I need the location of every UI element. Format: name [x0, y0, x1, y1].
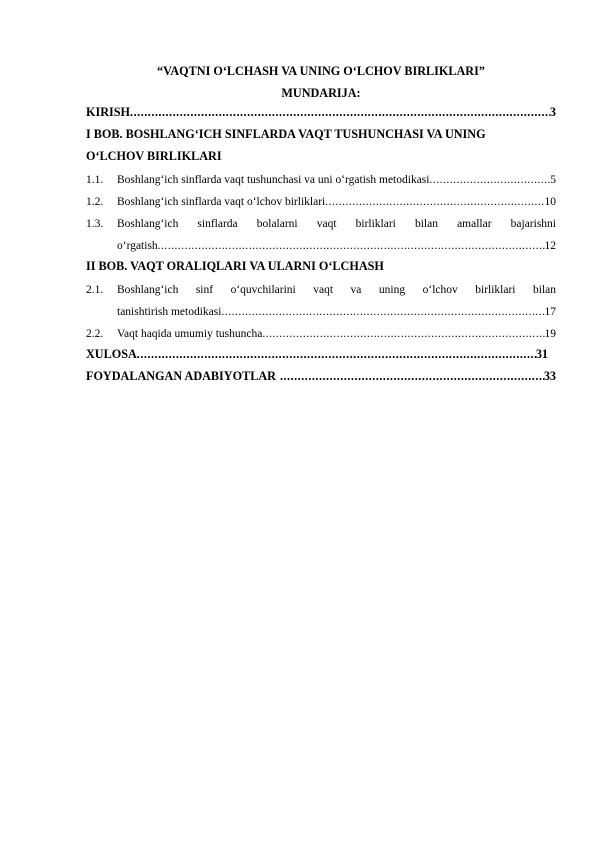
toc-entry-conclusion [86, 344, 548, 362]
toc-entry-text: KIRISH [86, 105, 131, 119]
toc-entry-text: FOYDALANGAN ADABIYOTLAR [86, 369, 276, 383]
toc-page-number: 10 [544, 196, 556, 208]
toc-page-number: 33 [543, 369, 556, 383]
toc-section-number: 2.2. [86, 328, 104, 340]
toc-leader-dots [130, 105, 550, 120]
toc-entry-text: Boshlang‘ich sinf o‘quvchilarini vaqt va uning o‘lchov birliklari bilan [117, 284, 556, 296]
toc-entry-1-3-continued [86, 234, 556, 252]
toc-entry-1-3 [86, 212, 556, 230]
toc-leader-dots [276, 369, 544, 384]
toc-entry-text: XULOSA [86, 347, 137, 361]
toc-leader-dots [429, 174, 550, 186]
toc-page-number: 5 [550, 174, 556, 186]
toc-entry-2-2 [86, 322, 556, 340]
toc-leader-dots [262, 328, 544, 340]
toc-chapter-1-continued [86, 146, 556, 164]
toc-page-number: 31 [535, 347, 548, 361]
toc-leader-dots [137, 347, 536, 362]
toc-section-number: 2.1. [86, 284, 104, 296]
toc-chapter-1 [86, 124, 556, 142]
toc-entry-text: Vaqt haqida umumiy tushuncha [117, 328, 263, 340]
toc-entry-2-1-continued [86, 300, 556, 318]
toc-entry-references [86, 366, 556, 384]
toc-entry-text: tanishtirish metodikasi [117, 306, 222, 318]
toc-entry-1-2 [86, 190, 556, 208]
toc-leader-dots [221, 306, 544, 318]
toc-page-number: 3 [549, 105, 556, 119]
toc-leader-dots [325, 196, 544, 208]
toc-page-number: 17 [544, 306, 556, 318]
toc-entry-text: Boshlang‘ich sinflarda bolalarni vaqt birliklari bilan amallar bajarishni [117, 218, 556, 230]
toc-chapter-2 [86, 256, 556, 274]
toc-entry-1-1 [86, 168, 556, 186]
toc-entry-text: II BOB. VAQT ORALIQLARI VA ULARNI O‘LCHASH [86, 259, 384, 273]
toc-section-number: 1.2. [86, 196, 104, 208]
toc-entry-2-1 [86, 278, 556, 296]
toc-entry-text: Boshlang‘ich sinflarda vaqt tushunchasi va uni o‘rgatish metodikasi [117, 174, 430, 186]
toc-page-number: 19 [544, 328, 556, 340]
toc-entry-intro [86, 102, 556, 120]
contents-heading: MUNDARIJA: [281, 86, 361, 100]
toc-entry-text: I BOB. BOSHLANG‘ICH SINFLARDA VAQT TUSHUNCHASI VA UNING [86, 127, 486, 141]
toc-entry-text: Boshlang‘ich sinflarda vaqt o‘lchov birliklari [117, 196, 326, 208]
toc-page-number: 12 [544, 240, 556, 252]
toc-section-number: 1.3. [86, 218, 104, 230]
toc-leader-dots [158, 240, 545, 252]
toc-section-number: 1.1. [86, 174, 104, 186]
toc-entry-text: O‘LCHOV BIRLIKLARI [86, 149, 222, 163]
document-title: “VAQTNI O‘LCHASH VA UNING O‘LCHOV BIRLIKLARI” [157, 64, 485, 78]
toc-entry-text: o‘rgatish [117, 240, 158, 252]
